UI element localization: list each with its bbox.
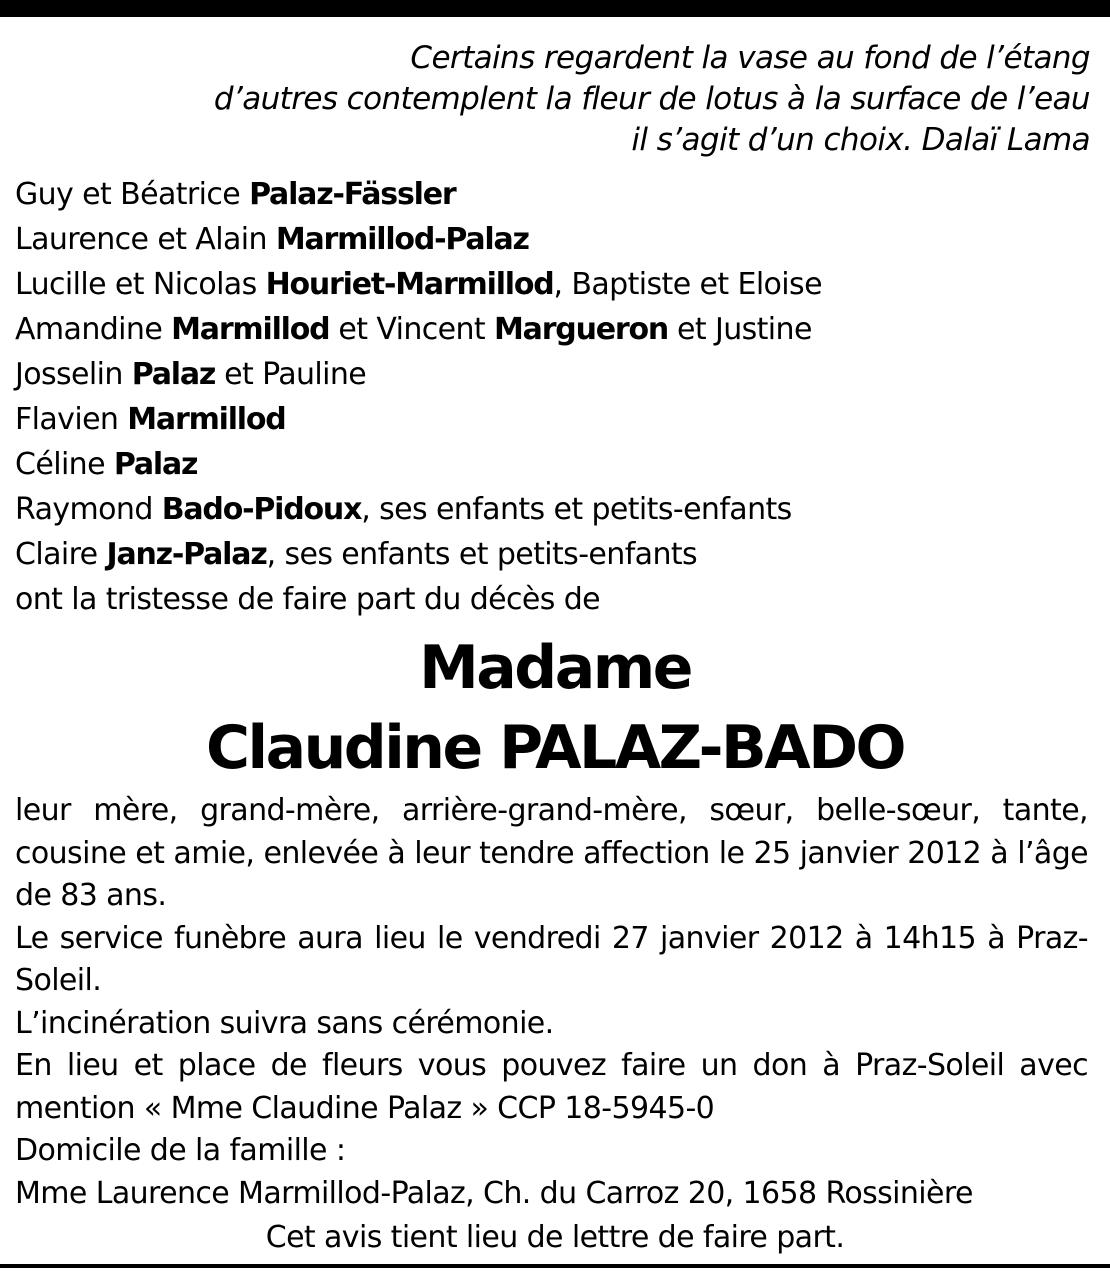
family-text: Josselin xyxy=(15,357,132,392)
family-text: Claire xyxy=(15,537,107,572)
body-paragraph: leur mère, grand-mère, arrière-grand-mère, sœur, belle-sœur, tante, cousine et amie, enlevée à leur tendre affection le 25 janvier 2012 à l’âge de 83 ans. xyxy=(15,793,1088,913)
family-text: et Justine xyxy=(668,312,812,347)
family-line xyxy=(15,307,1095,352)
top-border-rule xyxy=(0,0,1110,17)
quote-line: il s’agit d’un choix. Dalaï Lama xyxy=(631,122,1090,158)
family-line xyxy=(15,487,1095,532)
family-surname: Bado-Pidoux xyxy=(161,492,362,527)
family-text: , Baptiste et Eloise xyxy=(553,267,822,302)
quote-line: d’autres contemplent la fleur de lotus à la surface de l’eau xyxy=(213,81,1090,117)
family-members-list xyxy=(15,172,1095,622)
closing-note: Cet avis tient lieu de lettre de faire part. xyxy=(265,1220,845,1255)
family-line xyxy=(15,172,1095,217)
family-line xyxy=(15,532,1095,577)
family-surname: Houriet-Marmillod xyxy=(265,267,554,302)
family-text: Laurence et Alain xyxy=(15,222,276,257)
family-text: Flavien xyxy=(15,402,128,437)
family-text: Céline xyxy=(15,447,114,482)
quote-line: Certains regardent la vase au fond de l’étang xyxy=(410,40,1090,76)
epigraph-quote xyxy=(90,38,1090,161)
family-line xyxy=(15,217,1095,262)
family-text: ont la tristesse de faire part du décès de xyxy=(15,582,601,617)
family-surname: Marmillod xyxy=(127,402,286,437)
family-surname: Palaz-Fässler xyxy=(249,177,456,212)
family-surname: Palaz xyxy=(131,357,216,392)
family-surname: Marmillod xyxy=(171,312,330,347)
body-paragraph: En lieu et place de fleurs vous pouvez faire un don à Praz-Soleil avec mention « Mme Claudine Palaz » CCP 18-5945-0 xyxy=(15,1048,1088,1126)
family-line xyxy=(15,577,1095,622)
family-text: Guy et Béatrice xyxy=(15,177,250,212)
body-paragraph: Mme Laurence Marmillod-Palaz, Ch. du Carroz 20, 1658 Rossinière xyxy=(15,1175,973,1211)
obituary-body xyxy=(15,790,1088,1215)
family-text: , ses enfants et petits-enfants xyxy=(266,537,698,572)
body-paragraph: Le service funèbre aura lieu le vendredi 27 janvier 2012 à 14h15 à Praz-Soleil. xyxy=(15,920,1088,998)
family-surname: Palaz xyxy=(113,447,198,482)
family-surname: Margueron xyxy=(494,312,669,347)
family-line xyxy=(15,442,1095,487)
family-surname: Marmillod-Palaz xyxy=(275,222,529,257)
family-line xyxy=(15,352,1095,397)
family-line xyxy=(15,262,1095,307)
deceased-title: Madame xyxy=(419,633,691,703)
deceased-name: Claudine PALAZ-BADO xyxy=(205,713,905,783)
family-text: , ses enfants et petits-enfants xyxy=(361,492,792,527)
family-text: Raymond xyxy=(15,492,162,527)
bottom-border-rule xyxy=(0,1264,1110,1268)
body-paragraph: L’incinération suivra sans cérémonie. xyxy=(15,1005,554,1041)
family-text: et Vincent xyxy=(329,312,495,347)
body-paragraph: Domicile de la famille : xyxy=(15,1133,346,1168)
family-text: et Pauline xyxy=(215,357,367,392)
family-text: Lucille et Nicolas xyxy=(15,267,266,302)
family-line xyxy=(15,397,1095,442)
family-surname: Janz-Palaz xyxy=(106,537,267,572)
deceased-name-block xyxy=(0,628,1110,788)
family-text: Amandine xyxy=(15,312,172,347)
